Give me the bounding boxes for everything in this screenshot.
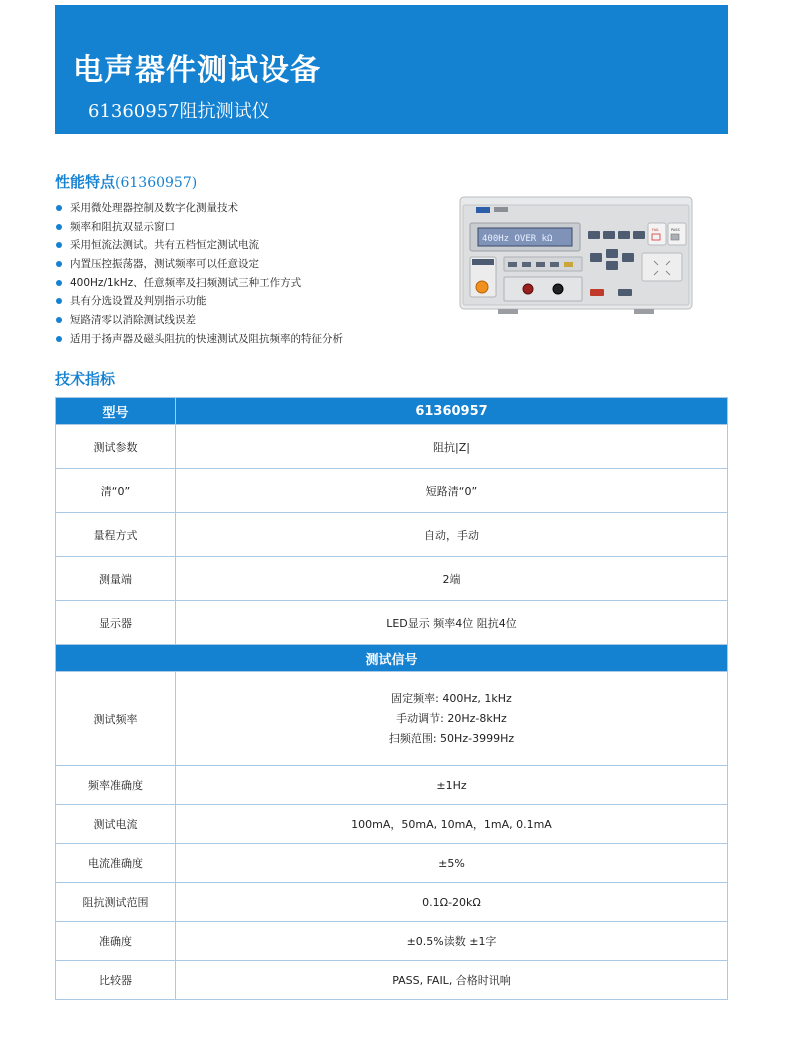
table-row: 阻抗测试范围 0.1Ω-20kΩ (56, 883, 728, 922)
list-item: 内置压控振荡器，测试频率可以任意设定 (55, 255, 343, 274)
features-heading: 性能特点(61360957) (55, 173, 198, 191)
table-row: 测量端 2端 (56, 557, 728, 601)
list-item: 采用微处理器控制及数字化测量技术 (55, 199, 343, 218)
pass-label: PASS (671, 228, 680, 232)
features-list (55, 199, 343, 349)
list-item: 采用恒流法测试。共有五档恒定测试电流 (55, 236, 343, 255)
model-header-label: 型号 (56, 398, 176, 425)
category-title: 电声器件测试设备 (73, 53, 321, 88)
table-row: 频率准确度 ±1Hz (56, 766, 728, 805)
list-item: 适用于扬声器及磁头阻抗的快速测试及阻抗频率的特征分析 (55, 330, 343, 349)
section-header: 测试信号 (56, 645, 728, 672)
list-item: 400Hz/1kHz、任意频率及扫频测试三种工作方式 (55, 274, 343, 293)
table-row: 量程方式 自动，手动 (56, 513, 728, 557)
table-row: 清“0” 短路清“0” (56, 469, 728, 513)
table-row: 准确度 ±0.5%读数 ±1字 (56, 922, 728, 961)
fail-label: FAIL (652, 228, 660, 232)
device-image (458, 195, 694, 320)
device-display: 400Hz OVER kΩ (482, 234, 553, 244)
table-row: 显示器 LED显示 频率4位 阻抗4位 (56, 601, 728, 645)
list-item: 具有分选设置及判别指示功能 (55, 292, 343, 311)
table-row: 比较器 PASS, FAIL, 合格时讯响 (56, 961, 728, 1000)
table-row: 电流准确度 ±5% (56, 844, 728, 883)
list-item: 频率和阻抗双显示窗口 (55, 218, 343, 237)
model-header-value: 61360957 (176, 398, 728, 425)
spec-table (55, 397, 728, 1000)
table-row: 测试参数 阻抗|Z| (56, 425, 728, 469)
product-title: 61360957阻抗测试仪 (88, 101, 270, 122)
table-row: 测试电流 100mA，50mA, 10mA，1mA, 0.1mA (56, 805, 728, 844)
table-row: 测试频率 固定频率: 400Hz, 1kHz 手动调节: 20Hz-8kHz 扫频范围: 50Hz-3999Hz (56, 672, 728, 766)
specs-heading: 技术指标 (55, 370, 116, 388)
list-item: 短路清零以消除测试线误差 (55, 311, 343, 330)
header-banner (55, 5, 728, 134)
